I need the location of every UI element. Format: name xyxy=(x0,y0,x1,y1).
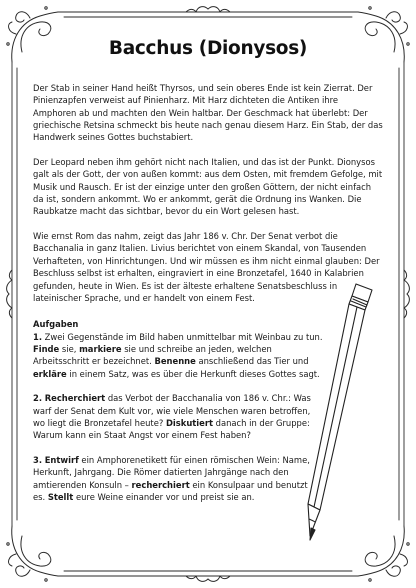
bottom-center-flourish xyxy=(186,576,230,581)
right-center-flourish xyxy=(404,270,409,318)
intro-paragraph-leopard: Der Leopard neben ihm gehört nicht nach Italien, und das ist der Punkt. Dionysos galt als der Gott, der von außen kommt: aus dem Osten, mit fremdem Gefolge, mit Musik und Rausch. Er ist der einzige unter den großen Göttern, der nicht einfach da ist, sondern ankommt. Wo er ankommt, gerät die Ordnung ins Wanken. Die Raubkatze macht das sichtbar, bevor du ein Wort gelesen hast. xyxy=(33,157,383,217)
task-2: 2. Recherchiert das Verbot der Bacchanalia von 186 v. Chr.: Was warf der Senat dem Kult vor, wie viele Menschen waren betroffen, wo liegt die Bronzetafel heute? Diskutiert danach in der Gruppe: Warum kann ein Staat Angst vor einem Fest haben? xyxy=(33,393,311,441)
pencil-illustration xyxy=(298,278,380,550)
intro-paragraph-thyrsos: Der Stab in seiner Hand heißt Thyrsos, und sein oberes Ende ist kein Zierrat. Der Pinienzapfen verweist auf Pinienharz. Mit Harz dichteten die Antiken ihre Amphoren ab und machten den Wein haltbar. Der Geschmack hat überlebt: Der griechische Retsina schmeckt bis heute nach genau diesem Harz. Ein Stab, der das Handwerk seines Gottes buchstabiert. xyxy=(33,83,383,143)
tasks-heading: Aufgaben xyxy=(33,319,79,330)
task-3: 3. Entwirf ein Amphorenetikett für einen römischen Wein: Name, Herkunft, Jahrgang. Die Römer datierten Jahrgänge nach den amtierenden Konsuln – recherchiert ein Konsulpaar und benutzt es. Stellt eure Weine einander vor und preist sie an. xyxy=(33,454,310,502)
task-1: 1. Zwei Gegenstände im Bild haben unmittelbar mit Weinbau zu tun. Finde sie, markiere sie und schreibe an jeden, welchen Arbeitsschritt er bezeichnet. Benenne anschließend das Tier und erkläre in einem Satz, was es über die Herkunft dieses Gottes sagt. xyxy=(33,331,323,379)
top-center-flourish xyxy=(186,7,230,12)
corner-ornament-bottom-left xyxy=(7,526,58,581)
left-center-flourish xyxy=(7,270,12,318)
page-title: Bacchus (Dionysos) xyxy=(108,38,308,59)
intro-paragraph-bacchanalia: Wie ernst Rom das nahm, zeigt das Jahr 186 v. Chr. Der Senat verbot die Bacchanalia in ganz Italien. Livius berichtet von einem Skandal, von Tausenden Verhafteten, von Hinrichtungen. Und wir müssen es ihm nicht einmal glauben: Der Beschluss selbst ist erhalten, eingraviert in eine Bronzetafel, 1640 in Kalabrien gefunden, heute in Wien. Es ist der älteste erhaltene Senatsbeschluss in lateinischer Sprache, und er handelt von einem Fest. xyxy=(33,231,380,303)
